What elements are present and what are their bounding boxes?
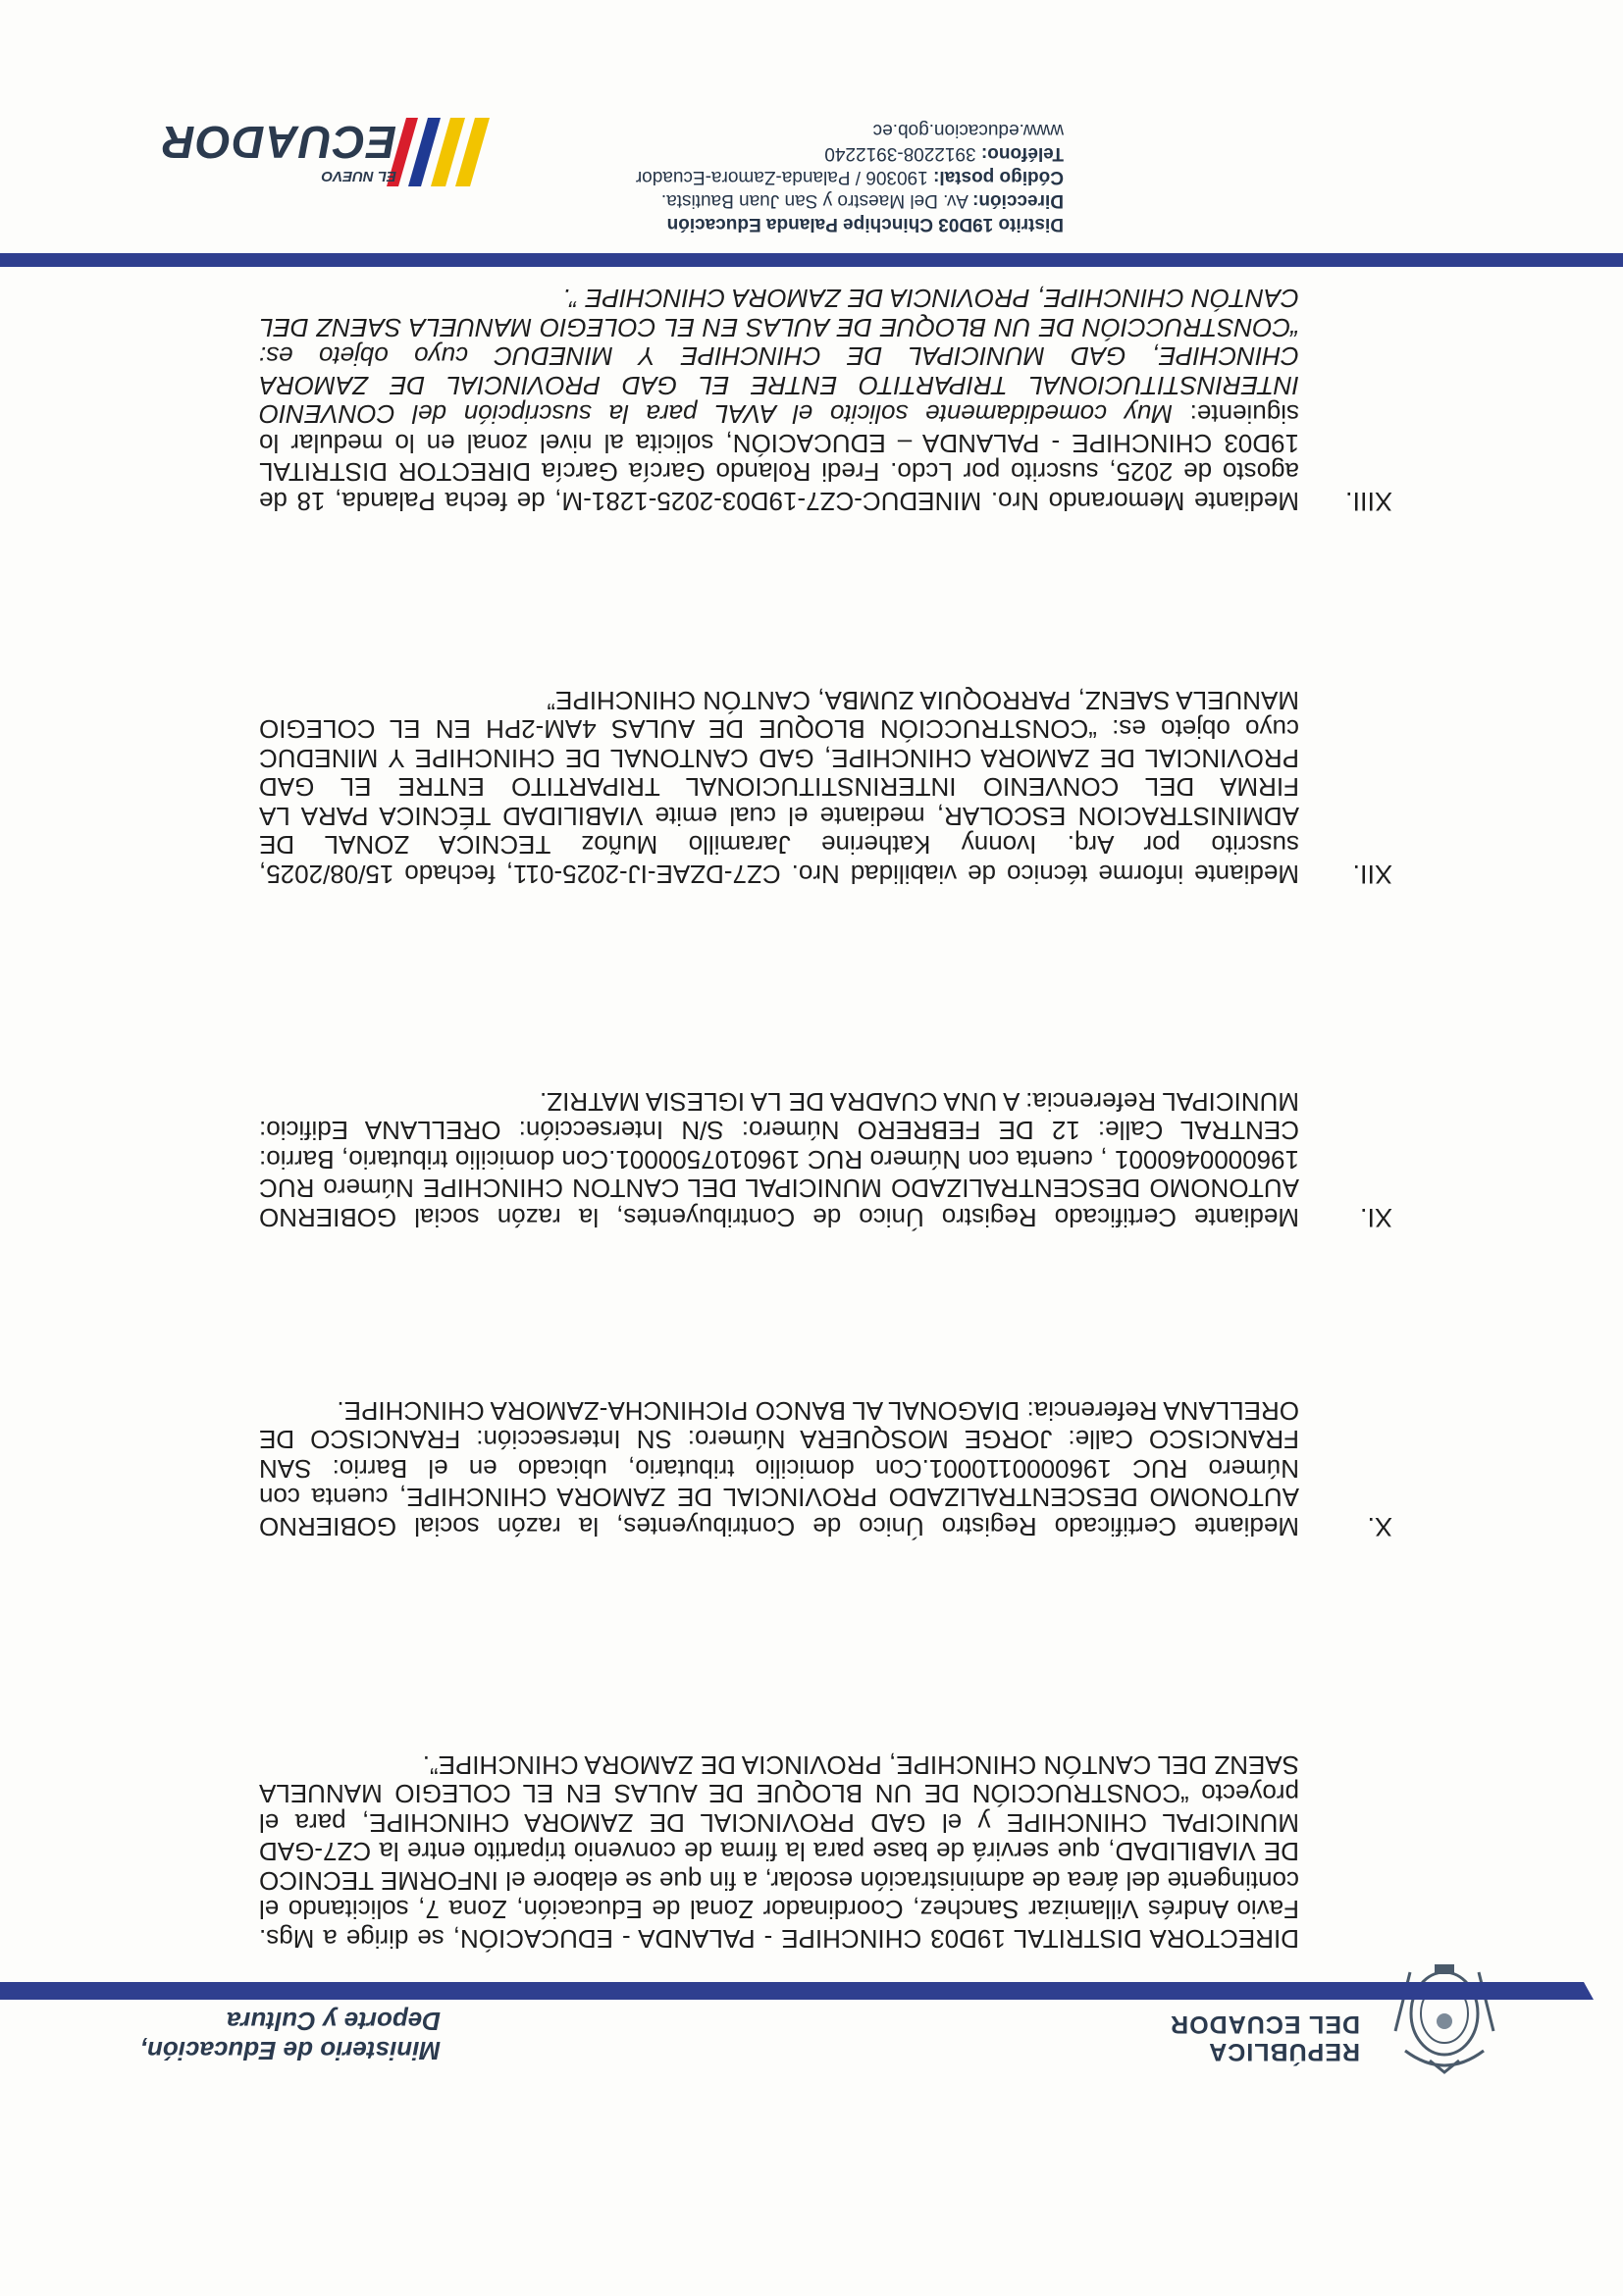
republic-label: REPÚBLICA DEL ECUADOR	[1170, 2010, 1360, 2065]
district-name: Distrito 19D03 Chinchipe Palanda Educación	[666, 214, 1064, 235]
logo-wordmark: ECUADOR	[161, 117, 396, 168]
item-numeral: XII.	[1352, 860, 1392, 889]
logo-tagline: EL NUEVO	[321, 168, 396, 184]
item-numeral: X.	[1367, 1512, 1392, 1541]
letterhead	[0, 2007, 1623, 2296]
address-label: Dirección:	[972, 190, 1064, 211]
memo-quote: Muy comedidamente solicito el AVAL para la suscripción del CONVENIO INTERINSTITUCIONAL TRIPARTITO ENTRE EL GAD PROVINCIAL DE ZAMORA CHINCHIPE, GAD MUNICIPAL DE CHINCHIPE Y MINEDUC cuyo objeto es: “CONSTRUCCIÓN DE UN BLOQUE DE AULAS EN EL COLEGIO MANUELA SAENZ DEL CANTÓN CHINCHIPE, PROVINCIA DE ZAMORA CHINCHIPE ”.	[259, 284, 1299, 430]
continuation-paragraph: DIRECTORA DISTRITAL 19D03 CHINCHIPE - PALANDA - EDUCACIÓN, se dirige a Mgs. Favio Andrés Villamizar Sanchez, Coordinador Zonal de Educación, Zona 7, solicitando el contingente del área de administración escolar, a fin que se elabore el INFORME TECNICO DE VIABILIDAD, que servirá de base para la firma de convenio tripartito entre la CZ7-GAD MUNICIPAL CHINCHIPE y el GAD PROVINCIAL DE ZAMORA CHINCHIPE, para el proyecto “CONSTRUCCIÓN DE UN BLOQUE DE AULAS EN EL COLEGIO MANUELA SAENZ DEL CANTÓN CHINCHIPE, PROVINCIA DE ZAMORA CHINCHIPE”.	[259, 1750, 1299, 1954]
item-numeral: XIII.	[1344, 487, 1392, 516]
header-accent-band	[0, 1980, 1623, 2002]
district-contact	[514, 118, 1064, 235]
phone-line	[514, 141, 1064, 165]
postal-line	[514, 165, 1064, 188]
phone-value: 3912208-3912240	[824, 143, 976, 164]
address-value: Av. Del Maestro y San Juan Bautista.	[660, 190, 969, 211]
item-paragraph: Mediante informe técnico de viabilidad Nro. CZ7-DZAE-IJ-2025-011, fechado 15/08/2025, suscrito por Arq. Ivonny Katherine Jaramillo Muñoz TECNICA ZONAL DE ADMINISTRACION ESCOLAR, mediante el cual emite VIABILIDAD TÉCNICA PARA LA FIRMA DEL CONVENIO INTERINSTITUCIONAL TRIPARTITO ENTRE EL GAD PROVINCIAL DE ZAMORA CHINCHIPE, GAD CANTONAL DE CHINCHIPE Y MINEDUC cuyo objeto es: “CONSTRUCCIÓN BLOQUE DE AULAS 4AM-2PH EN EL COLEGIO MANUELA SAENZ, PARROQUIA ZUMBA, CANTÓN CHINCHIPE”	[259, 686, 1299, 889]
memo-text: Mediante Memorando Nro. MINEDUC-CZ7-19D03-2025-1281-M, de fecha Palanda, 18 de agosto de 2025, suscrito por Lcdo. Fredi Rolando García García DIRECTOR DISTRITAL 19D03 CHINCHIPE - PALANDA – EDUCACIÓN, solicita al nivel zonal en lo medular lo siguiente:	[259, 399, 1299, 516]
website: www.educacion.gob.ec	[872, 120, 1064, 140]
item-paragraph	[259, 284, 1299, 515]
item-numeral: XI.	[1359, 1203, 1392, 1232]
address-line	[514, 188, 1064, 212]
item-paragraph: Mediante Certificado Registro Único de Contribuyentes, la razón social GOBIERNO AUTONOMO DESCENTRALIZADO PROVINCIAL DE ZAMORA CHINCHIPE, cuenta con Número RUC 1960000110001.Con domicilio tributario, ubicado en el Barrio: SAN FRANCISCO Calle: JORGE MOSQUERA Número: SN Intersección: FRANCISCO DE ORELLANA Referencia: DIAGONAL AL BANCO PICHINCHA-ZAMORA CHINCHIPE.	[259, 1396, 1299, 1541]
coat-of-arms-icon	[1376, 1953, 1513, 2090]
phone-label: Teléfono:	[980, 143, 1064, 164]
postal-value: 190306 / Palanda-Zamora-Ecuador	[635, 167, 928, 187]
item-paragraph: Mediante Certificado Registro Único de Contribuyentes, la razón social GOBIERNO AUTONOMO DESCENTRALIZADO MUNICIPAL DEL CANTON CHINCHIPE Número RUC 1960000460001 , cuenta con Número RUC 1960107500001.Con domicilio tributario, Barrio: CENTRAL Calle: 12 DE FEBRERO Número: S/N Intersección: ORELLANA Edificio: MUNICIPAL Referencia: A UNA CUADRA DE LA IGLESIA MATRIZ.	[259, 1087, 1299, 1232]
footer-accent-band	[0, 253, 1623, 267]
postal-label: Código postal:	[933, 167, 1064, 187]
document-body	[0, 245, 1623, 1953]
ministry-label: Ministerio de Educación, Deporte y Cultura	[139, 2007, 441, 2065]
